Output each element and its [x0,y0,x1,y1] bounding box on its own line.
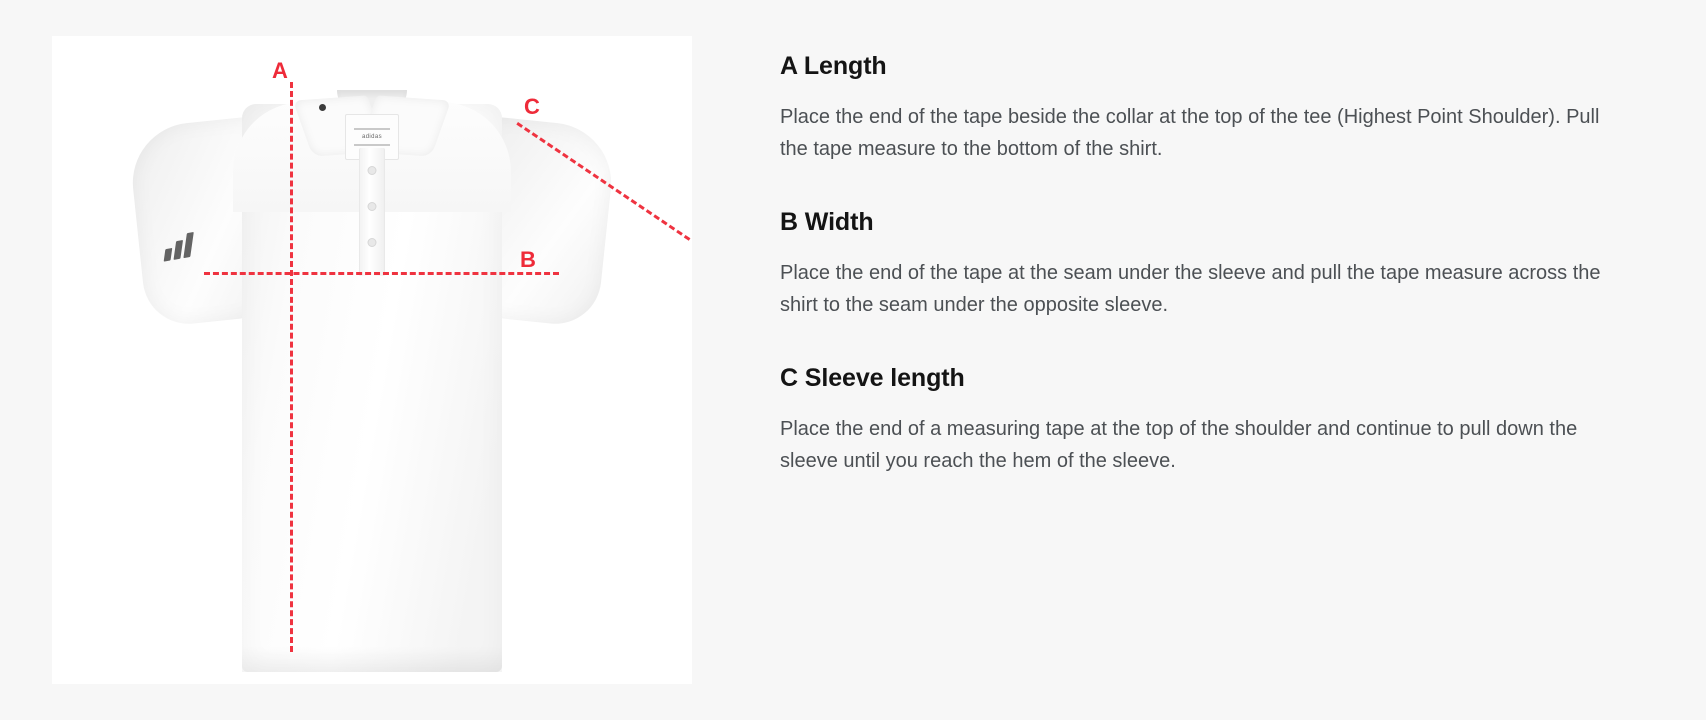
marker-a: A [272,58,288,83]
measurement-body-a: Place the end of the tape beside the collar at the top of the tee (Highest Point Shoulder). Pull the tape measure to the bottom of the shirt. [780,106,1600,161]
measurement-body-b: Place the end of the tape at the seam under the sleeve and pull the tape measure across the shirt to the seam under the opposite sleeve. [780,261,1601,317]
measurement-heading-c: C Sleeve length [780,363,965,392]
measurement-body-c: Place the end of a measuring tape at the top of the shoulder and continue to pull down the sleeve until you reach the hem of the sleeve. [780,417,1578,472]
measurement-heading-b: B Width [780,207,874,236]
shirt-button [368,238,377,247]
length-guide-line [290,82,293,652]
neck-label-brand: adidas [361,134,383,140]
marker-b: B [520,247,536,272]
polo-shirt-graphic [137,58,607,672]
shirt-illustration [52,36,692,684]
measurement-diagram-panel [52,36,692,684]
marker-c: C [524,94,540,119]
measurement-instructions-panel [692,0,1672,477]
care-tag-dot [319,104,326,111]
measurement-heading-a: A Length [780,52,887,80]
neck-label-line [354,128,390,130]
width-guide-line [204,272,559,275]
shirt-button [368,202,377,211]
neck-label-line [354,144,390,146]
shirt-button [368,166,377,175]
